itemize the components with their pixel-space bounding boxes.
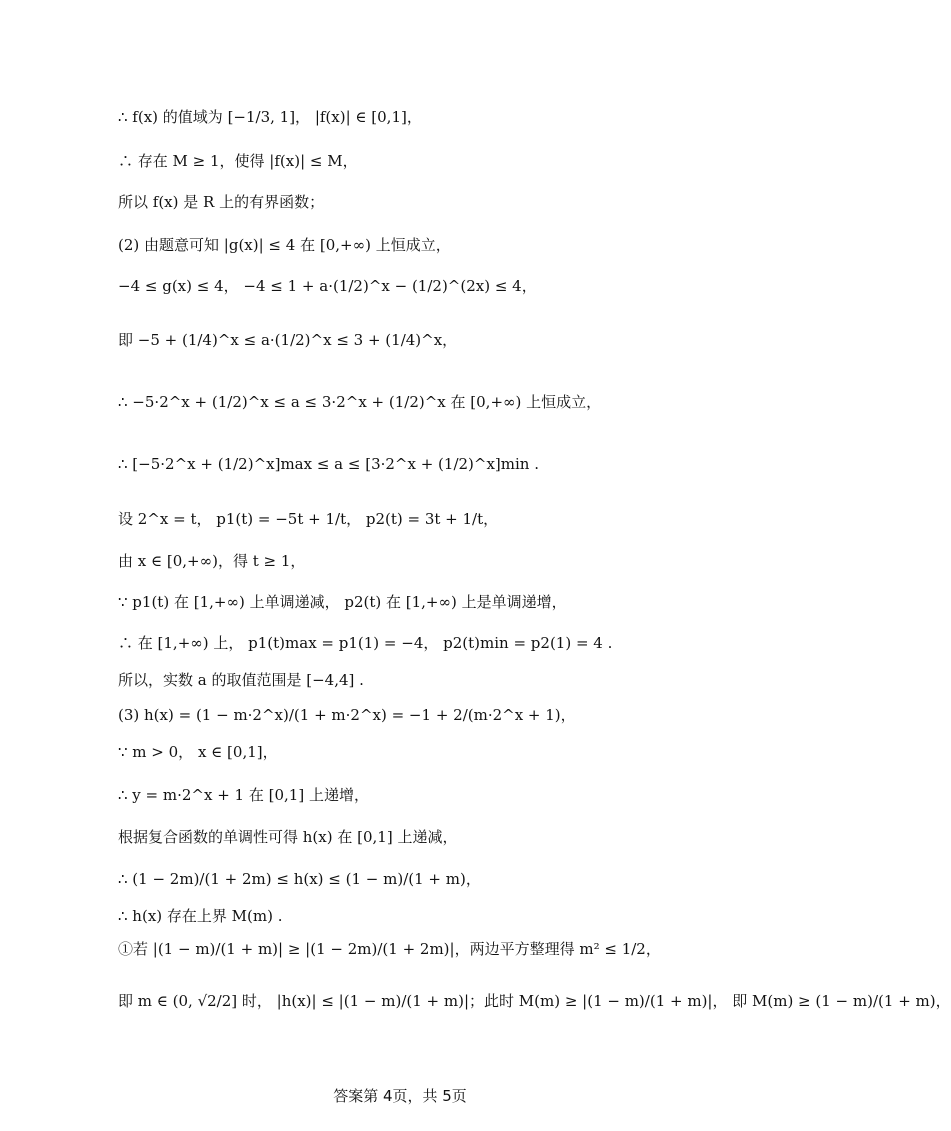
page-footer: 答案第 4页，共 5页 bbox=[333, 1087, 467, 1105]
solution-line-19: ∴ h(x) 存在上界 M(m) . bbox=[118, 907, 283, 925]
solution-line-17: 根据复合函数的单调性可得 h(x) 在 [0,1] 上递减， bbox=[118, 828, 458, 846]
solution-line-14: (3) h(x) = (1 − m·2^x)/(1 + m·2^x) = −1 + 2/(m·2^x + 1)， bbox=[118, 706, 576, 724]
solution-line-18: ∴ (1 − 2m)/(1 + 2m) ≤ h(x) ≤ (1 − m)/(1 + m)， bbox=[118, 870, 481, 888]
solution-line-20: ①若 |(1 − m)/(1 + m)| ≥ |(1 − 2m)/(1 + 2m)|，两边平方整理得 m² ≤ 1/2， bbox=[118, 940, 661, 958]
solution-line-6: 即 −5 + (1/4)^x ≤ a·(1/2)^x ≤ 3 + (1/4)^x， bbox=[118, 331, 458, 349]
solution-line-4: (2) 由题意可知 |g(x)| ≤ 4 在 [0,+∞) 上恒成立， bbox=[118, 236, 451, 254]
solution-line-5: −4 ≤ g(x) ≤ 4， −4 ≤ 1 + a·(1/2)^x − (1/2)^(2x) ≤ 4， bbox=[118, 277, 537, 295]
solution-line-12: ∴ 在 [1,+∞) 上， p1(t)max = p1(1) = −4， p2(t)min = p2(1) = 4 . bbox=[118, 634, 613, 652]
solution-line-2: ∴ 存在 M ≥ 1，使得 |f(x)| ≤ M， bbox=[118, 152, 358, 170]
solution-line-16: ∴ y = m·2^x + 1 在 [0,1] 上递增， bbox=[118, 786, 369, 804]
solution-line-3: 所以 f(x) 是 R 上的有界函数； bbox=[118, 193, 325, 211]
solution-line-8: ∴ [−5·2^x + (1/2)^x]max ≤ a ≤ [3·2^x + (1/2)^x]min . bbox=[118, 455, 540, 473]
solution-line-11: ∵ p1(t) 在 [1,+∞) 上单调递减， p2(t) 在 [1,+∞) 上是单调递增， bbox=[118, 593, 567, 611]
solution-line-7: ∴ −5·2^x + (1/2)^x ≤ a ≤ 3·2^x + (1/2)^x 在 [0,+∞) 上恒成立， bbox=[118, 393, 602, 411]
solution-line-10: 由 x ∈ [0,+∞)，得 t ≥ 1， bbox=[118, 552, 306, 570]
solution-line-9: 设 2^x = t， p1(t) = −5t + 1/t， p2(t) = 3t + 1/t， bbox=[118, 510, 499, 528]
solution-line-13: 所以，实数 a 的取值范围是 [−4,4] . bbox=[118, 671, 364, 689]
solution-line-21: 即 m ∈ (0, √2/2] 时， |h(x)| ≤ |(1 − m)/(1 + m)|；此时 M(m) ≥ |(1 − m)/(1 + m)|， 即 M(m) ≥ (1 − m)/(1 + m)， bbox=[118, 992, 951, 1010]
solution-line-1: ∴ f(x) 的值域为 [−1/3, 1]， |f(x)| ∈ [0,1]， bbox=[118, 108, 422, 126]
solution-line-15: ∵ m > 0， x ∈ [0,1]， bbox=[118, 743, 278, 761]
